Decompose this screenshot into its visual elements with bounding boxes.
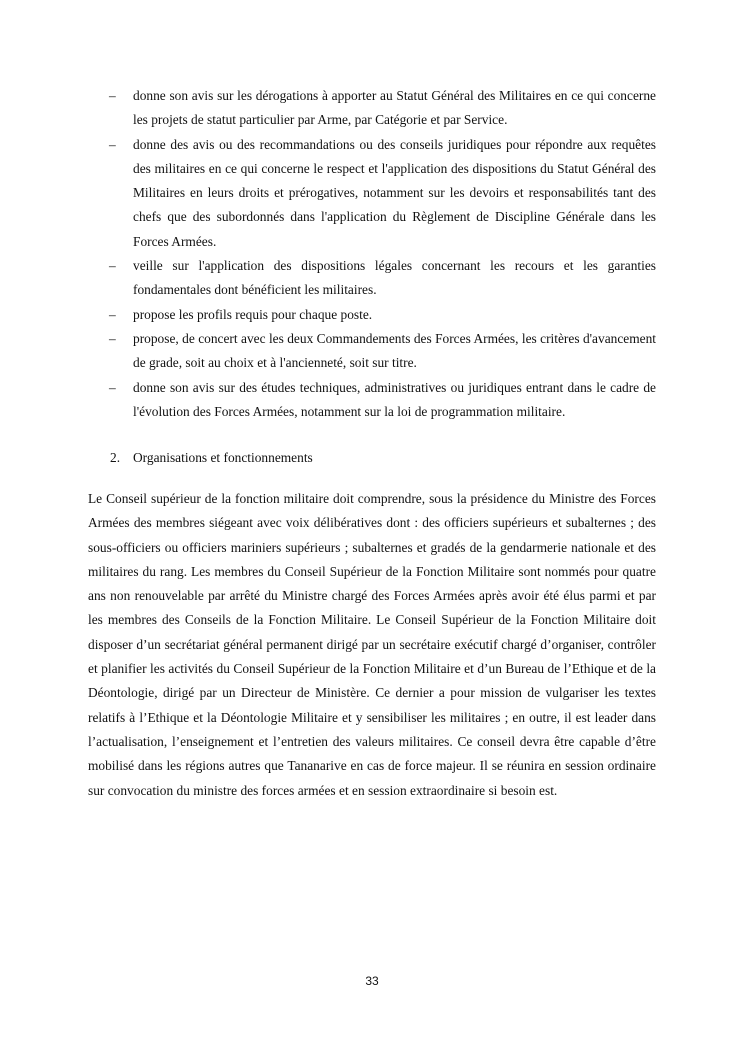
bullet-text: donne des avis ou des recommandations ou des conseils juridiques pour répondre aux requêtes des militaires en ce qui concerne le respect et l'application des dispositions du Statut Général des Militaires en leurs droits et prérogatives, notamment sur les devoirs et responsabilités tant des chefs que des subordonnés dans l'application du Règlement de Discipline Générale dans les Forces Armées. bbox=[133, 136, 656, 249]
bullet-text: donne son avis sur les dérogations à apporter au Statut Général des Militaires en ce qui concerne les projets de statut particulier par Arme, par Catégorie et par Service. bbox=[133, 88, 656, 128]
bullet-text: veille sur l'application des dispositions légales concernant les recours et les garanties fondamentales dont bénéficient les militaires. bbox=[133, 258, 656, 298]
dash-marker: – bbox=[109, 136, 116, 152]
section-title: Organisations et fonctionnements bbox=[133, 450, 313, 465]
bullet-text: donne son avis sur des études techniques, administratives ou juridiques entrant dans le cadre de l'évolution des Forces Armées, notamment sur la loi de programmation militaire. bbox=[133, 379, 656, 419]
body-paragraph: Le Conseil supérieur de la fonction militaire doit comprendre, sous la présidence du Ministre des Forces Armées des membres siégeant avec voix délibératives dont : des officiers supérieurs et subalternes ; des sous-officiers ou officiers mariniers supérieurs ; subalternes et gradés de la gendarmerie nationale et des militaires du rang. Les membres du Conseil Supérieur de la Fonction Militaire sont nommés pour quatre ans non renouvelable par arrêté du Ministre chargé des Forces Armées après avoir été élus parmi et par les membres des Conseils de la Fonction Militaire. Le Conseil Supérieur de la Fonction Militaire doit disposer d’un secrétariat général permanent dirigé par un secrétaire exécutif chargé d’organiser, contrôler et planifier les activités du Conseil Supérieur de la Fonction Militaire et d’un Bureau de l’Ethique et de la Déontologie, dirigé par un Directeur de Ministère. Ce dernier a pour mission de vulgariser les textes relatifs à l’Ethique et la Déontologie Militaire et y sensibiliser les militaires ; en outre, il est leader dans l’actualisation, l’enseignement et l’entretien des valeurs militaires. Ce conseil devra être capable d’être mobilisé dans les régions autres que Tananarive en cas de force majeur. Il se réunira en session ordinaire sur convocation du ministre des forces armées et en session extraordinaire si besoin est. bbox=[88, 491, 656, 798]
bullet-list bbox=[0, 84, 744, 424]
bullet-item bbox=[0, 84, 744, 133]
bullet-text: propose, de concert avec les deux Commandements des Forces Armées, les critères d'avancement de grade, soit au choix et à l'ancienneté, soit sur titre. bbox=[133, 330, 656, 371]
bullet-item bbox=[0, 376, 744, 425]
dash-marker: – bbox=[109, 379, 116, 395]
dash-marker: – bbox=[109, 330, 116, 346]
dash-marker: – bbox=[109, 258, 116, 274]
dash-marker: – bbox=[109, 306, 116, 322]
section-number: 2. bbox=[110, 450, 121, 465]
dash-marker: – bbox=[109, 88, 116, 103]
bullet-item bbox=[0, 133, 744, 254]
section-heading bbox=[110, 446, 313, 470]
bullet-item bbox=[0, 254, 744, 303]
page-number: 33 bbox=[365, 974, 379, 988]
bullet-item bbox=[0, 303, 744, 327]
bullet-item bbox=[0, 327, 744, 376]
bullet-text: propose les profils requis pour chaque poste. bbox=[133, 306, 373, 322]
